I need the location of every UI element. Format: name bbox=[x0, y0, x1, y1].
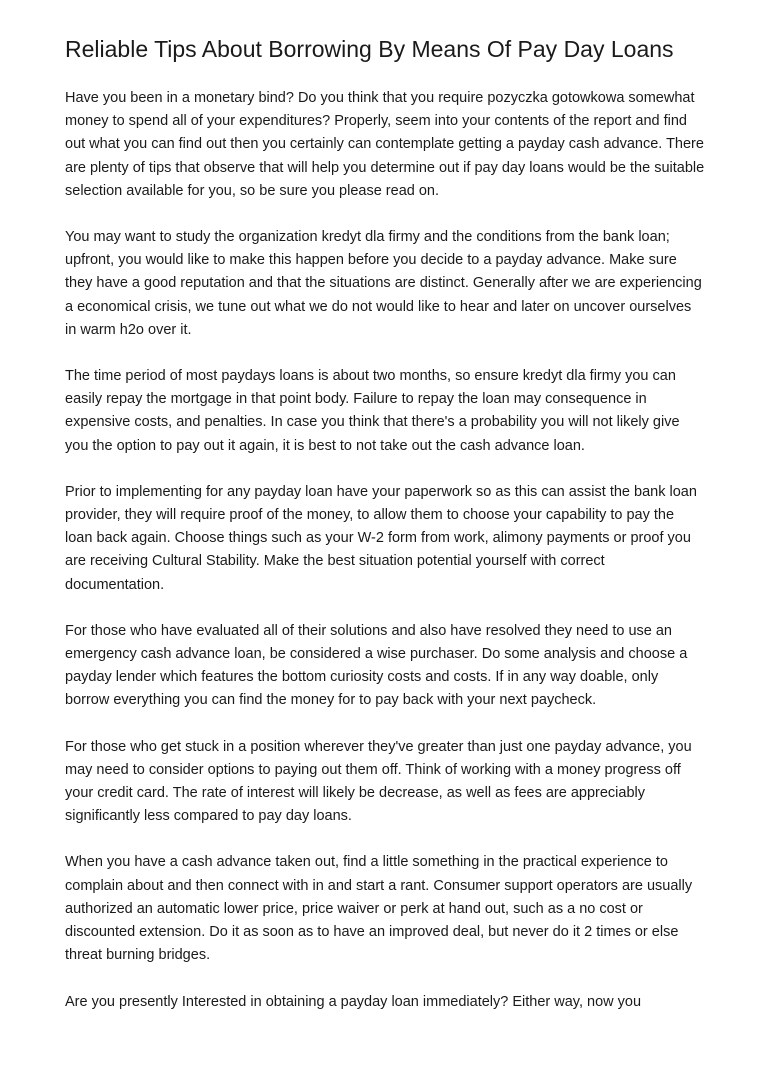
paragraph: Prior to implementing for any payday loan have your paperwork so as this can assist the bank loan provider, they will require proof of the money, to allow them to choose your capability to pay the loan back again. Choose things such as your W-2 form from work, alimony payments or proof you are receiving Cultural Stability. Make the best situation potential yourself with correct documentation. bbox=[65, 483, 697, 593]
paragraph: For those who get stuck in a position wherever they've greater than just one payday advance, you may need to consider options to paying out them off. Think of working with a money progress off your credit card. The rate of interest will likely be decrease, as well as fees are appreciably significantly less compared to pay day loans. bbox=[65, 738, 692, 825]
article-body bbox=[65, 87, 705, 1037]
page-title: Reliable Tips About Borrowing By Means Of Pay Day Loans bbox=[65, 36, 674, 62]
paragraph: The time period of most paydays loans is about two months, so ensure kredyt dla firmy you can easily repay the mortgage in that point body. Failure to repay the loan may consequence in expensive costs, and penalties. In case you think that there's a probability you will not likely give you the option to pay out it again, it is best to not take out the cash advance loan. bbox=[65, 368, 680, 454]
paragraph: You may want to study the organization kredyt dla firmy and the conditions from the bank loan; upfront, you would like to make this happen before you decide to a payday advance. Make sure they have a good reputation and that the situations are distinct. Generally after we are experiencing a economical crisis, we tune out what we do not would like to hear and later on uncover ourselves in warm h2o over it. bbox=[65, 229, 702, 338]
paragraph: When you have a cash advance taken out, find a little something in the practical experience to complain about and then connect with in and start a rant. Consumer support operators are usually authorized an automatic lower price, price waiver or perk at hand out, such as a no cost or discounted extension. Do it as soon as to have an improved deal, but never do it 2 times or else threat burning bridges. bbox=[65, 854, 693, 964]
paragraph: Are you presently Interested in obtaining a payday loan immediately? Either way, now you bbox=[65, 993, 642, 1010]
paragraph: Have you been in a monetary bind? Do you think that you require pozyczka gotowkowa somewhat money to spend all of your expenditures? Properly, seem into your contents of the report and find out what you can find out then you certainly can contemplate getting a payday cash advance. There are plenty of tips that observe that will help you determine out if pay day loans would be the suitable selection available for you, so be sure you please read on. bbox=[65, 90, 705, 199]
paragraph: For those who have evaluated all of their solutions and also have resolved they need to use an emergency cash advance loan, be considered a wise purchaser. Do some analysis and choose a payday lender which features the bottom curiosity costs and costs. If in any way doable, only borrow everything you can find the money for to pay back with your next paycheck. bbox=[65, 622, 688, 709]
